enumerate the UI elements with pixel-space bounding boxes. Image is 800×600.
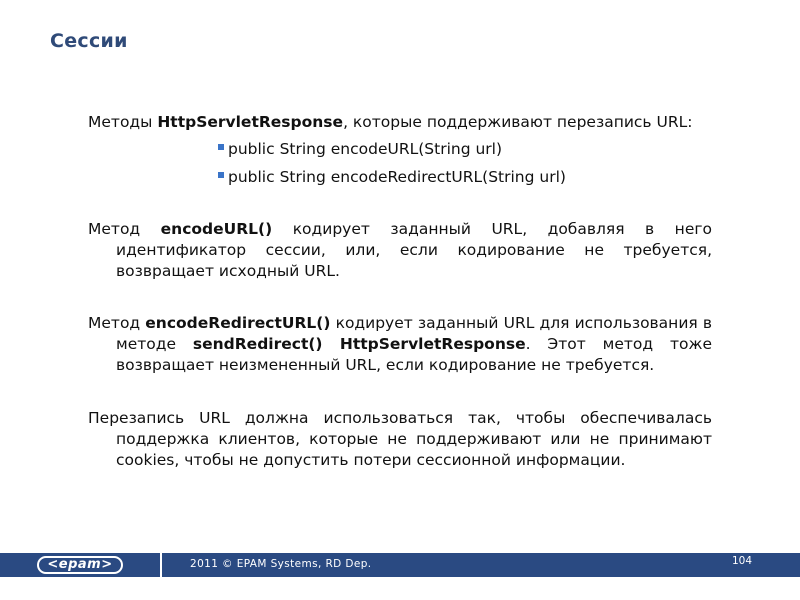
url-rewriting-paragraph: Перезапись URL должна использоваться так, чтобы обеспечивалась поддержка клиентов, которые не поддерживают или не принимают cookies, чтобы не допустить потери сессионной информации. (88, 409, 712, 469)
copyright-text: 2011 © EPAM Systems, RD Dep. (190, 558, 372, 570)
bullet-square-icon (218, 144, 224, 150)
epam-logo-text: <epam> (37, 556, 122, 574)
method-list (88, 139, 712, 188)
method-name-sendredirect: sendRedirect() HttpServletResponse (192, 335, 526, 353)
encodeurl-paragraph: Метод encodeURL() кодирует заданный URL, добавляя в него идентификатор сессии, или, если кодирование не требуется, возвращает исходный URL. (88, 220, 712, 280)
method-name-encoderedirecturl: encodeRedirectURL() (145, 314, 331, 332)
list-item: public String encodeURL(String url) (218, 139, 712, 160)
page-number: 104 (731, 555, 752, 567)
slide-title: Сессии (50, 30, 128, 52)
epam-logo (0, 553, 160, 577)
method-name-encodeurl: encodeURL() (160, 220, 273, 238)
slide-footer (0, 553, 800, 577)
list-item: public String encodeRedirectURL(String url) (218, 167, 712, 188)
intro-paragraph: Методы HttpServletResponse, которые поддерживают перезапись URL: (88, 113, 693, 131)
bullet-square-icon (218, 172, 224, 178)
slide-content (88, 112, 712, 471)
encoderedirecturl-paragraph: Метод encodeRedirectURL() кодирует заданный URL для использования в методе sendRedirect() HttpServletResponse. Этот метод тоже возвращает неизмененный URL, если кодирование не требуется. (88, 314, 713, 374)
footer-bar (162, 553, 800, 577)
class-name-httpservletresponse: HttpServletResponse (157, 113, 344, 131)
